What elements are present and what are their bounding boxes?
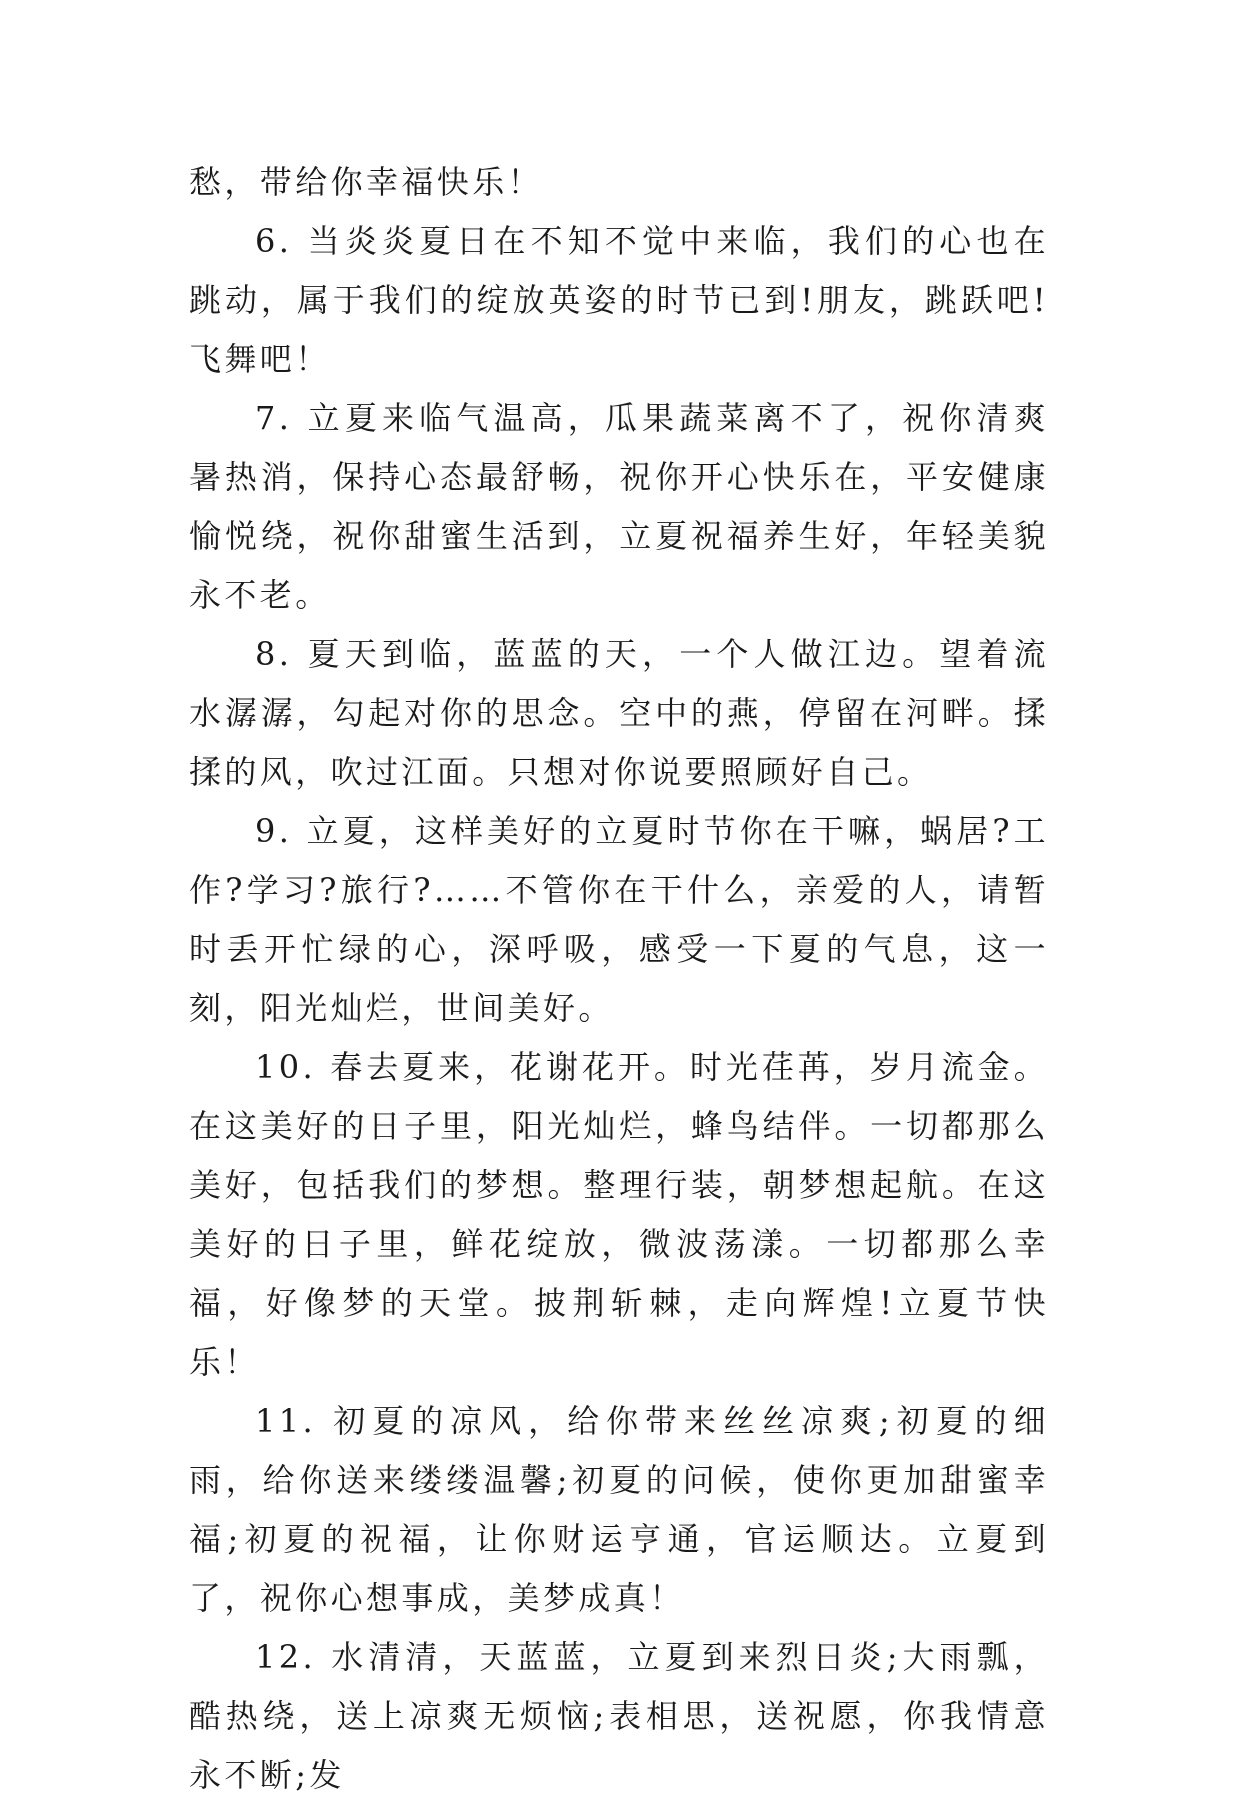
paragraph-continuation: 愁，带给你幸福快乐！ — [189, 163, 544, 201]
paragraph: 9. 立夏，这样美好的立夏时节你在干嘛，蜗居?工作?学习?旅行?……不管你在干什么，亲爱的人，请暂时丢开忙绿的心，深呼吸，感受一下夏的气息，这一刻，阳光灿烂，世间美好。 — [189, 812, 1049, 1027]
document-body — [189, 153, 1049, 1805]
paragraph: 7. 立夏来临气温高，瓜果蔬菜离不了，祝你清爽暑热消，保持心态最舒畅，祝你开心快乐在，平安健康愉悦绕，祝你甜蜜生活到，立夏祝福养生好，年轻美貌永不老。 — [189, 399, 1049, 614]
paragraph: 10. 春去夏来，花谢花开。时光荏苒，岁月流金。在这美好的日子里，阳光灿烂，蜂鸟结伴。一切都那么美好，包括我们的梦想。整理行装，朝梦想起航。在这美好的日子里，鲜花绽放，微波荡漾。一切都那么幸福，好像梦的天堂。披荆斩棘，走向辉煌!立夏节快乐！ — [189, 1048, 1049, 1381]
paragraph: 8. 夏天到临，蓝蓝的天，一个人做江边。望着流水潺潺，勾起对你的思念。空中的燕，停留在河畔。揉揉的风，吹过江面。只想对你说要照顾好自己。 — [189, 635, 1049, 791]
paragraph: 6. 当炎炎夏日在不知不觉中来临，我们的心也在跳动，属于我们的绽放英姿的时节已到!朋友，跳跃吧!飞舞吧！ — [189, 222, 1049, 378]
paragraph: 12. 水清清，天蓝蓝，立夏到来烈日炎;大雨瓢，酷热绕，送上凉爽无烦恼;表相思，送祝愿，你我情意永不断;发 — [189, 1638, 1049, 1794]
paragraph: 11. 初夏的凉风，给你带来丝丝凉爽;初夏的细雨，给你送来缕缕温馨;初夏的问候，使你更加甜蜜幸福;初夏的祝福，让你财运亨通，官运顺达。立夏到了，祝你心想事成，美梦成真！ — [189, 1402, 1049, 1617]
